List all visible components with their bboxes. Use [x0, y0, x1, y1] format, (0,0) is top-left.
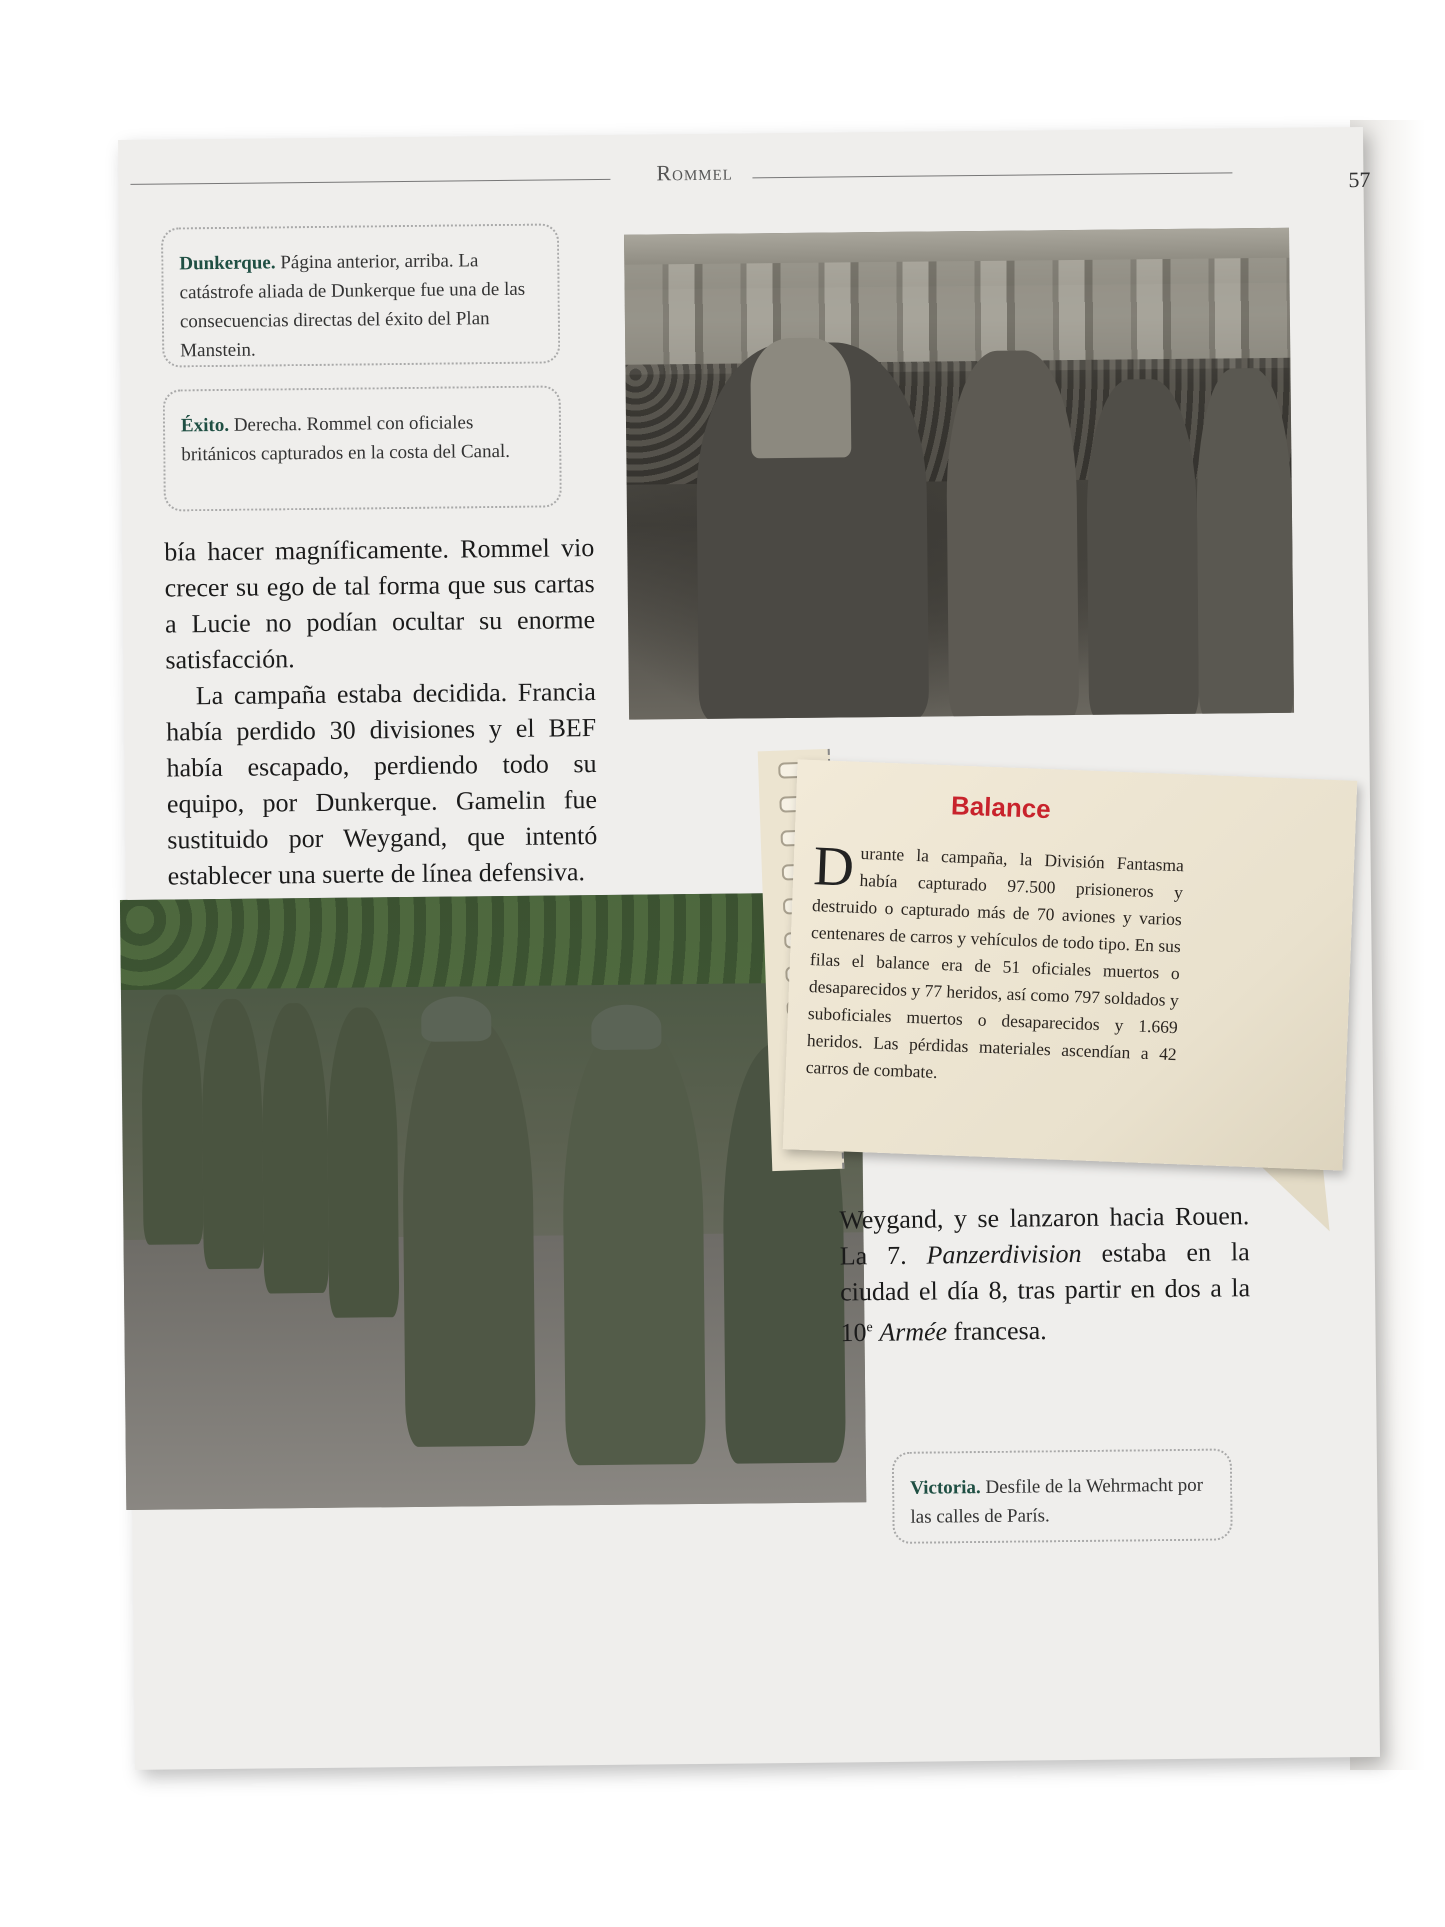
sidebar-body [805, 835, 1185, 1095]
caption-dunkerque [161, 223, 560, 367]
text-superscript: e [866, 1320, 873, 1336]
photo-trees [120, 892, 861, 990]
text-run: estaba en la ciudad el día 8, tras partir en dos a la 10 [839, 1237, 1251, 1348]
soldier [326, 1007, 399, 1318]
caption-exito [163, 385, 562, 511]
soldier [141, 994, 204, 1245]
helmet [591, 1004, 661, 1050]
figure-soldier [1086, 379, 1200, 720]
soldier [201, 999, 264, 1270]
text-italic: Panzerdivision [926, 1238, 1082, 1270]
text-run: Weygand, y se lanzaron hacia Rouen. La 7. [839, 1201, 1250, 1271]
paragraph [839, 1198, 1251, 1351]
figure-soldier [1195, 368, 1294, 719]
paragraph: bía hacer magníficamente. Rommel vio crecer su ego de tal forma que sus cartas a Lucie no podían ocultar su enorme satisfacción. [164, 533, 596, 675]
paragraph: La campaña estaba decidida. Francia había perdido 30 divisiones y el BEF había escapado, perdiendo todo su equipo, por Dunkerque. Gamelin fue sustituido por Weygand, que intentó establecer una suerte de línea defensiva. [166, 677, 598, 891]
soldier [561, 1024, 706, 1465]
sidebar-balance [783, 759, 1358, 1170]
figure-officer [945, 350, 1079, 720]
soldier-officer [401, 1016, 535, 1447]
sidebar-title: Balance [950, 790, 1052, 825]
text-run: francesa. [946, 1315, 1047, 1347]
header-rule-left [130, 179, 610, 185]
caption-victoria [892, 1448, 1233, 1544]
caption-text: Desfile de la Wehrmacht por las calles de París. [910, 1474, 1204, 1528]
page-number: 57 [1348, 166, 1371, 193]
header-rule-right [752, 172, 1232, 178]
caption-lead: Éxito. [180, 414, 230, 437]
figure-face [750, 337, 851, 458]
caption-lead: Dunkerque. [179, 252, 276, 275]
soldier [261, 1003, 329, 1294]
caption-text: Derecha. Rommel con oficiales británicos capturados en la costa del Canal. [181, 412, 511, 466]
running-head: Rommel [656, 159, 734, 186]
drop-cap: D [812, 835, 856, 899]
caption-text: Página anterior, arriba. La catástrofe aliada de Dunkerque fue una de las consecuencias directas del éxito del Plan Manstein. [179, 250, 526, 362]
body-column-right [839, 1198, 1251, 1351]
photo-rommel-officers [624, 228, 1294, 720]
text-italic: Armée [879, 1317, 948, 1347]
photo-buildings [624, 258, 1290, 375]
helmet [421, 996, 491, 1042]
photo-wehrmacht-parade [120, 892, 866, 1510]
sidebar-text: urante la campaña, la División Fantasma había capturado 97.500 prisioneros y destruido o capturado más de 70 aviones y varios centenares de carros y vehículos de todo tipo. En sus filas el balance era de 51 oficiales muertos o desaparecidos y 77 heridos, así como 797 soldados y suboficiales muertos o desaparecidos y 1.669 heridos. Las pérdidas materiales ascendían a 42 carros de combate. [805, 842, 1185, 1082]
caption-lead: Victoria. [910, 1477, 981, 1499]
